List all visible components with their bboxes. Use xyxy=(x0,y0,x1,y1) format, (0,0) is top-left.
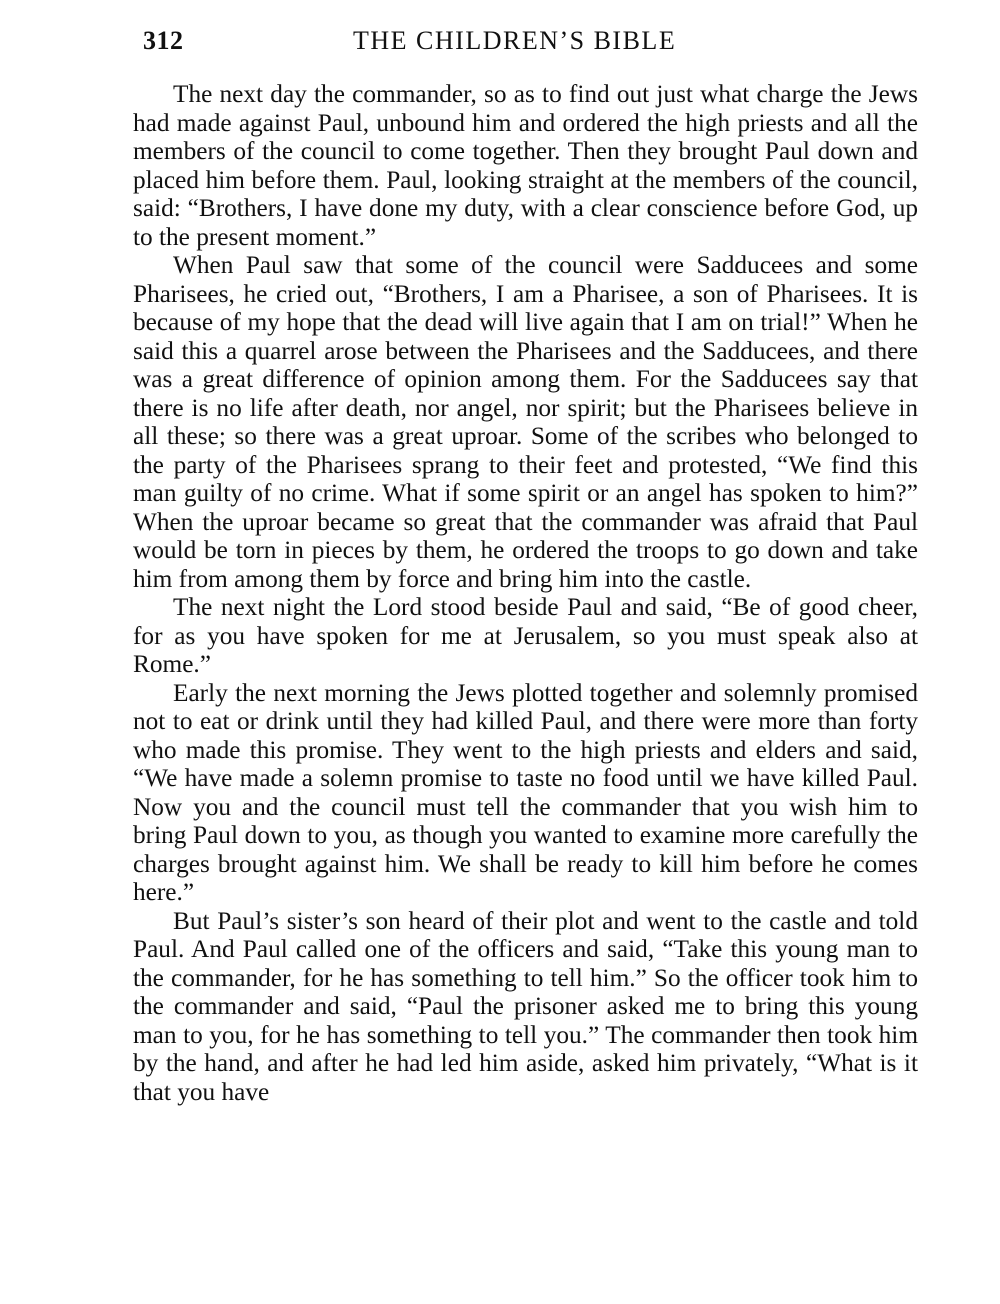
body-text xyxy=(133,80,918,1106)
paragraph-pharisees-sadducees: When Paul saw that some of the council were Sadducees and some Pharisees, he cried out, “Brothers, I am a Pharisee, a son of Pharisees. It is because of my hope that the dead will live again that I am on trial!” When he said this a quarrel arose between the Pharisees and the Sadducees, and there was a great difference of opinion among them. For the Sadducees say that there is no life after death, nor angel, nor spirit; but the Pharisees believe in all these; so there was a great uproar. Some of the scribes who belonged to the party of the Pharisees sprang to their feet and protested, “We find this man guilty of no crime. What if some spirit or an angel has spoken to him?” When the uproar became so great that the commander was afraid that Paul would be torn in pieces by them, he ordered the troops to go down and take him from among them by force and bring him into the castle. xyxy=(133,251,918,593)
paragraph-lord-stood-beside-paul: The next night the Lord stood beside Paul and said, “Be of good cheer, for as you have spoken for me at Jerusalem, so you must speak also at Rome.” xyxy=(133,593,918,678)
page-number: 312 xyxy=(143,26,184,55)
paragraph-jews-plotted: Early the next morning the Jews plotted together and solemnly promised not to eat or drink until they had killed Paul, and there were more than forty who made this promise. They went to the high priests and elders and said, “We have made a solemn promise to taste no food until we have killed Paul. Now you and the council must tell the commander that you wish him to bring Paul down to you, as though you wanted to examine more carefully the charges brought against him. We shall be ready to kill him before he comes here.” xyxy=(133,678,918,906)
paragraph-sisters-son: But Paul’s sister’s son heard of their plot and went to the castle and told Paul. And Paul called one of the officers and said, “Take this young man to the commander, for he has something to tell him.” So the officer took him to the commander and said, “Paul the prisoner asked me to bring this young man to you, for he has something to tell you.” The commander then took him by the hand, and after he had led him aside, asked him privately, “What is it that you have xyxy=(133,906,918,1106)
running-head xyxy=(133,26,918,62)
paragraph-commander-council: The next day the commander, so as to find out just what charge the Jews had made against Paul, unbound him and ordered the high priests and all the members of the council to come together. Then they brought Paul down and placed him before them. Paul, looking straight at the members of the council, said: “Brothers, I have done my duty, with a clear conscience before God, up to the present moment.” xyxy=(133,80,918,251)
book-title: THE CHILDREN’S BIBLE xyxy=(353,26,677,55)
